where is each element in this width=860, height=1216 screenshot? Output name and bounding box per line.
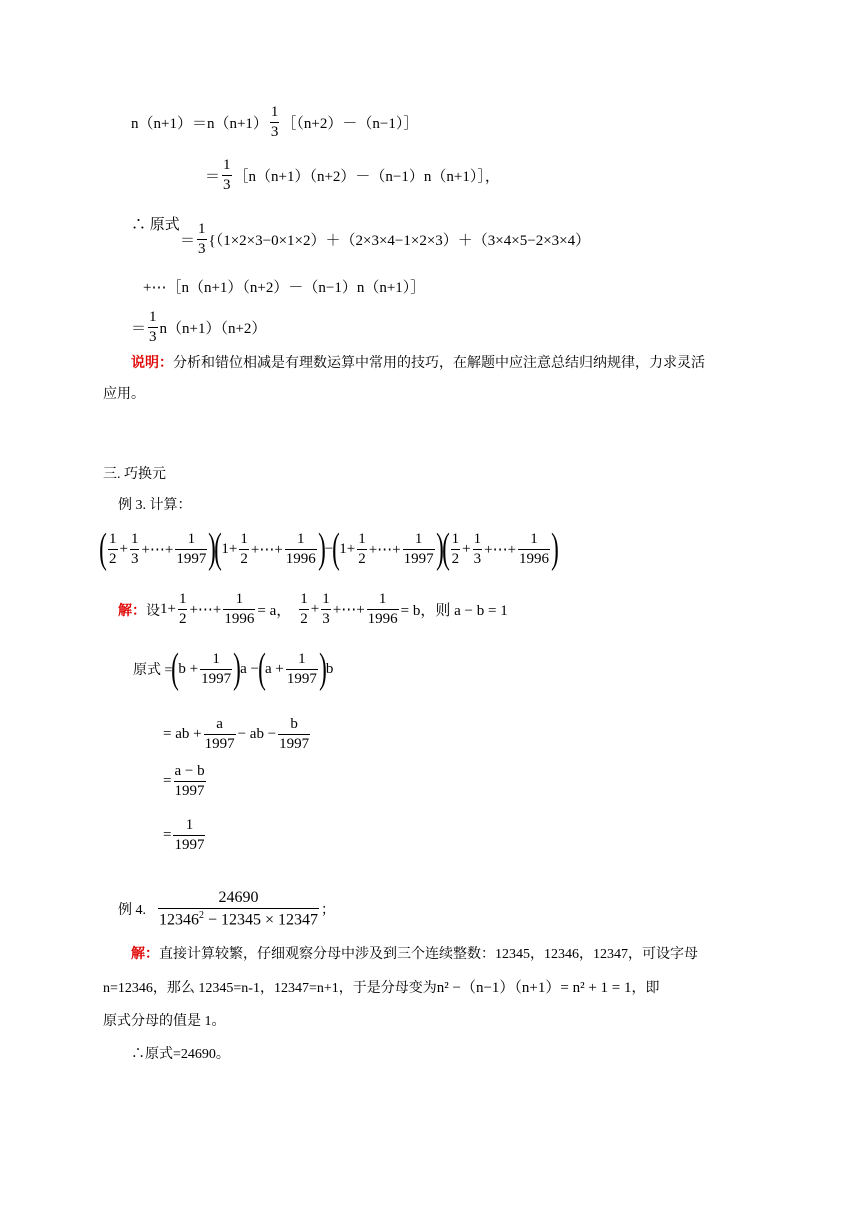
solution-4-line-2: n=12346，那么 12345=n-1，12347=n+1，于是分母变为 n² −（n−1）（n+1）= n² + 1 = 1 ，即 bbox=[103, 976, 660, 997]
eq3-body: {（1×2×3−0×1×2）＋（2×3×4−1×2×3）＋（3×4×5−2×3×4） bbox=[208, 233, 591, 249]
note-label: 说明： bbox=[131, 356, 173, 371]
eq2-body: ［n（n+1）（n+2）－（n−1）n（n+1）］， bbox=[233, 169, 500, 185]
example-3-label: 例 3. 计算： bbox=[118, 498, 192, 513]
solution-3-step-1: = ab + $\frac{a}{1997}$ − ab − $\frac{b}{1997}$ bbox=[163, 716, 310, 752]
solution-label: 解： bbox=[131, 947, 159, 962]
note-line-2: 应用。 bbox=[103, 387, 145, 402]
section-heading: 三. 巧换元 bbox=[103, 467, 166, 482]
solution-4-formula: n² −（n−1）（n+1）= n² + 1 = 1 bbox=[436, 980, 632, 996]
eq1-lhs: n（n+1）＝n（n+1） bbox=[131, 116, 268, 132]
equation-line-4: +⋯［n（n+1）（n+2）－（n−1）n（n+1）］ bbox=[143, 280, 426, 296]
equation-line-2: ＝ $\frac{1}{3}$ ［n（n+1）（n+2）－（n−1）n（n+1）］， bbox=[205, 157, 500, 193]
solution-3-original: 原式 = ( b + $\frac{1}{1997}$ ) a − ( a + $\frac{1}{1997}$ ) b bbox=[133, 646, 334, 692]
solution-4-line-3: 原式分母的值是 1。 bbox=[103, 1014, 226, 1029]
fraction-one-third: $\frac{1}{3}$ bbox=[198, 221, 206, 257]
equation-line-1 bbox=[131, 105, 418, 140]
note-text: 分析和错位相减是有理数运算中常用的技巧，在解题中应注意总结归纳规律，力求灵活 bbox=[173, 356, 705, 371]
example-4-fraction: $\frac{24690}{12346^2 - 12345 \times 12347}$ bbox=[159, 889, 319, 929]
equation-line-3: ＝ $\frac{1}{3}$ {（1×2×3−0×1×2）＋（2×3×4−1×2×3）＋（3×4×5−2×3×4） bbox=[180, 221, 591, 257]
solution-label: 解： bbox=[118, 603, 146, 619]
fraction-one-third: $\frac{1}{3}$ bbox=[223, 157, 231, 193]
equation-line-3-label: ∴ 原式 bbox=[131, 217, 180, 233]
eq1-rhs: ［（n+2）－（n−1）］ bbox=[281, 116, 419, 132]
example-3-expression: ( $\frac{1}{2}$ + $\frac{1}{3}$ +⋯+ $\frac{1}{1997}$ ) ( 1 + $\frac{1}{2}$ +⋯+ $\frac{1}{1996}$ ) − ( 1 + $\frac{1}{2}$ +⋯+ $\frac{1}{1997}$ ) ( $\frac{1}{2}$ + $\frac{1}{3}$ +⋯+ $\frac{1}{1996}$ ) bbox=[99, 526, 559, 572]
fraction-one-third: $\frac{1}{3}$ bbox=[149, 309, 157, 345]
fraction-one-third: $\frac{1}{3}$ bbox=[270, 104, 279, 140]
equation-line-5: ＝ $\frac{1}{3}$ n（n+1）（n+2） bbox=[131, 309, 267, 345]
solution-3-step-2: = $\frac{a - b}{1997}$ bbox=[163, 763, 205, 799]
solution-3-step-3: = $\frac{1}{1997}$ bbox=[163, 817, 205, 853]
solution-4-result: ∴原式=24690。 bbox=[131, 1047, 230, 1062]
note-line-1 bbox=[131, 352, 705, 372]
solution-3-definition: 解： 设 1 + $\frac{1}{2}$ +⋯+ $\frac{1}{1996}$ = a， $\frac{1}{2}$ + $\frac{1}{3}$ +⋯+ $\frac{1}{1996}$ = b，则 a − b = 1 bbox=[118, 591, 508, 627]
example-4: 例 4. $\frac{24690}{12346^2 - 12345 \times 12347}$ ； bbox=[118, 889, 336, 929]
solution-4-line-1: 解： 直接计算较繁，仔细观察分母中涉及到三个连续整数：12345，12346，12347，可设字母 bbox=[131, 943, 698, 963]
